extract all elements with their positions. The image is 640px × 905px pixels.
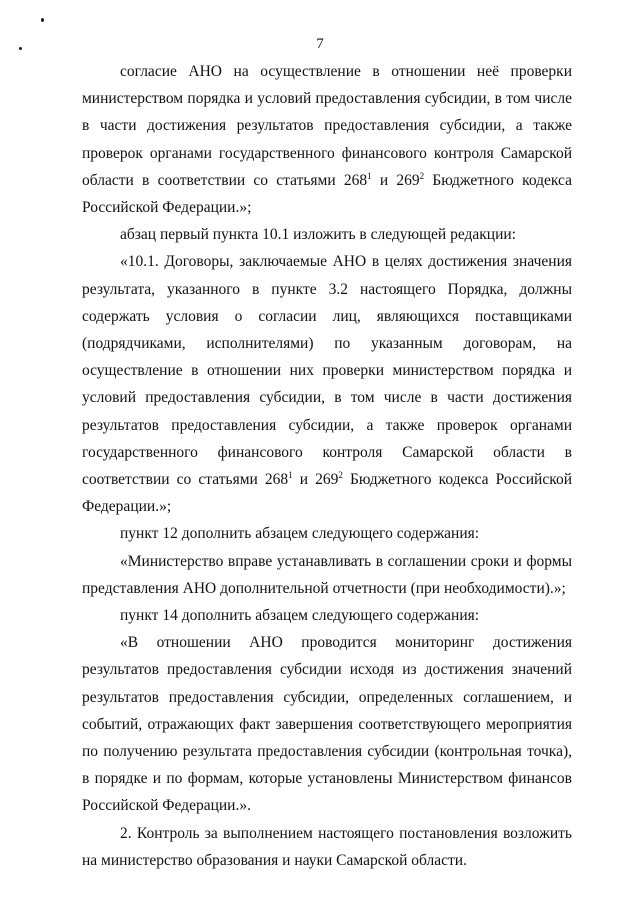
paragraph-1: согласие АНО на осуществление в отношении неё проверки министерством порядка и условий предоставления субсидии, в том числе в части достижения результатов предоставления субсидии, а также проверок органами государственного финансового контроля Самарской области в соответствии со статьями $268^1$ и $269^2$ Бюджетного кодекса Российской Федерации.»; xyxy=(82,63,572,217)
paragraph-7: «В отношении АНО проводится мониторинг достижения результатов предоставления субсидии исходя из достижения значений результатов предоставления субсидии, определенных соглашением, и событий, отражающих факт завершения соответствующего мероприятия по получению результата предоставления субсидии (контрольная точка), в порядке и по формам, которые установлены Министерством финансов Российской Федерации.». xyxy=(82,634,572,815)
paragraph-8: 2. Контроль за выполнением настоящего постановления возложить на министерство образования и науки Самарской области. xyxy=(82,824,572,869)
paragraph-2: абзац первый пункта 10.1 изложить в следующей редакции: xyxy=(120,226,516,244)
paragraph-5: «Министерство вправе устанавливать в соглашении сроки и формы представления АНО дополнительной отчетности (при необходимости).»; xyxy=(82,552,572,597)
page-number: 7 xyxy=(316,36,324,52)
scan-speck-top xyxy=(41,18,44,22)
paragraph-6: пункт 14 дополнить абзацем следующего содержания: xyxy=(120,607,480,625)
paragraph-4: пункт 12 дополнить абзацем следующего содержания: xyxy=(120,525,480,543)
document-body xyxy=(82,58,572,874)
paragraph-3: «10.1. Договоры, заключаемые АНО в целях достижения значения результата, указанного в пункте 3.2 настоящего Порядка, должны содержать условия о согласии лиц, являющихся поставщиками (подрядчиками, исполнителями) по указанным договорам, на осуществление в отношении них проверки министерством порядка и условий предоставления субсидии, в том числе в части достижения результатов предоставления субсидии, а также проверок органами государственного финансового контроля Самарской области в соответствии со статьями $268^1$ и $269^2$ Бюджетного кодекса Российской Федерации.»; xyxy=(82,253,573,516)
